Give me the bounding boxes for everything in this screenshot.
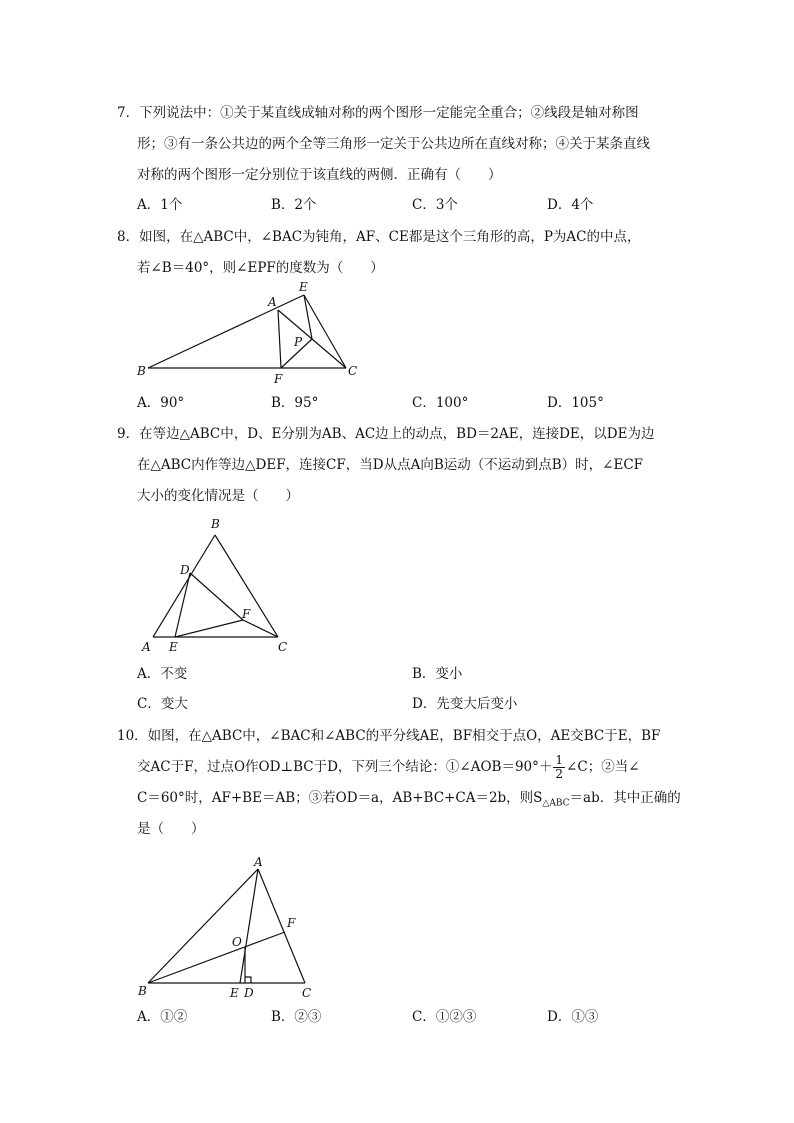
q8-option-a[interactable]: A．90°: [137, 395, 185, 411]
q8-label-a: A: [268, 295, 277, 309]
question-10-line-2-head: 交AC于F，过点O作OD⊥BC于D，下列三个结论：①∠AOB＝90°＋: [137, 759, 553, 775]
q9-label-c: C: [278, 640, 288, 654]
question-9-line-2: 在△ABC内作等边△DEF，连接CF，当D从点A向B运动（不运动到点B）时，∠ECF: [137, 457, 644, 473]
q9-label-e: E: [169, 640, 178, 654]
q8-option-d[interactable]: D．105°: [547, 395, 604, 411]
q8-label-c: C: [348, 364, 358, 378]
q10-option-b[interactable]: B．②③: [271, 1009, 322, 1025]
q10-label-c: C: [302, 986, 312, 1000]
question-10-line-2-tail: ∠C；②当∠: [566, 759, 640, 775]
q10-option-c[interactable]: C．①②③: [412, 1009, 477, 1025]
question-8-line-2: 若∠B＝40°，则∠EPF的度数为（ ）: [137, 260, 384, 276]
q9-label-b: B: [211, 517, 220, 531]
question-9-line-3: 大小的变化情况是（ ）: [137, 488, 299, 504]
q10-label-e: E: [230, 986, 239, 1000]
q8-label-f: F: [274, 372, 283, 386]
question-9-line-1: 9．在等边△ABC中，D、E分别为AB、AC边上的动点，BD＝2AE，连接DE，以DE为边: [117, 426, 655, 442]
question-8-line-1: 8．如图，在△ABC中，∠BAC为钝角，AF、CE都是这个三角形的高，P为AC的中点，: [117, 229, 641, 245]
question-7-line-2: 形；③有一条公共边的两个全等三角形一定关于公共边所在直线对称；④关于某条直线: [137, 136, 650, 152]
q7-option-b[interactable]: B．2个: [271, 197, 317, 213]
question-10-line-3-head: C＝60°时，AF+BE＝AB；③若OD＝a，AB+BC+CA＝2b，则S: [137, 790, 543, 806]
q9-label-d: D: [180, 563, 190, 577]
question-10-line-1: 10．如图，在△ABC中，∠BAC和∠ABC的平分线AE，BF相交于点O，AE交BC于E，BF: [117, 728, 661, 744]
q9-label-a: A: [142, 640, 151, 654]
q10-label-b: B: [138, 984, 147, 998]
q8-option-b[interactable]: B．95°: [271, 395, 319, 411]
fraction-denominator: 2: [555, 767, 564, 781]
question-10-line-3-tail: ＝ab．其中正确的: [569, 790, 681, 806]
q10-label-o: O: [232, 935, 242, 949]
q10-label-d: D: [244, 986, 254, 1000]
q7-option-a[interactable]: A．1个: [137, 197, 183, 213]
fraction-numerator: 1: [555, 753, 564, 767]
q9-option-c[interactable]: C．变大: [137, 696, 188, 712]
area-subscript: △ABC: [542, 798, 570, 809]
q10-label-f: F: [287, 916, 296, 930]
q10-option-a[interactable]: A．①②: [137, 1009, 188, 1025]
question-10-options: [137, 1003, 677, 1031]
q8-label-e: E: [299, 280, 308, 294]
q9-label-f: F: [242, 607, 251, 621]
q9-option-d[interactable]: D．先变大后变小: [412, 696, 518, 712]
q10-label-a: A: [254, 855, 263, 869]
question-10-line-4: 是（ ）: [137, 821, 205, 837]
q7-option-d[interactable]: D．4个: [547, 197, 594, 213]
q8-label-p: P: [294, 335, 303, 349]
q8-option-c[interactable]: C．100°: [412, 395, 469, 411]
q9-option-a[interactable]: A．不变: [137, 666, 188, 682]
q7-option-c[interactable]: C．3个: [412, 197, 458, 213]
q9-option-b[interactable]: B．变小: [412, 666, 463, 682]
question-7-line-3: 对称的两个图形一定分别位于该直线的两侧．正确有（ ）: [137, 167, 502, 183]
q8-label-b: B: [137, 364, 146, 378]
q10-option-d[interactable]: D．①③: [547, 1009, 599, 1025]
question-7-line-1: 7．下列说法中：①关于某直线成轴对称的两个图形一定能完全重合；②线段是轴对称图: [117, 105, 639, 121]
